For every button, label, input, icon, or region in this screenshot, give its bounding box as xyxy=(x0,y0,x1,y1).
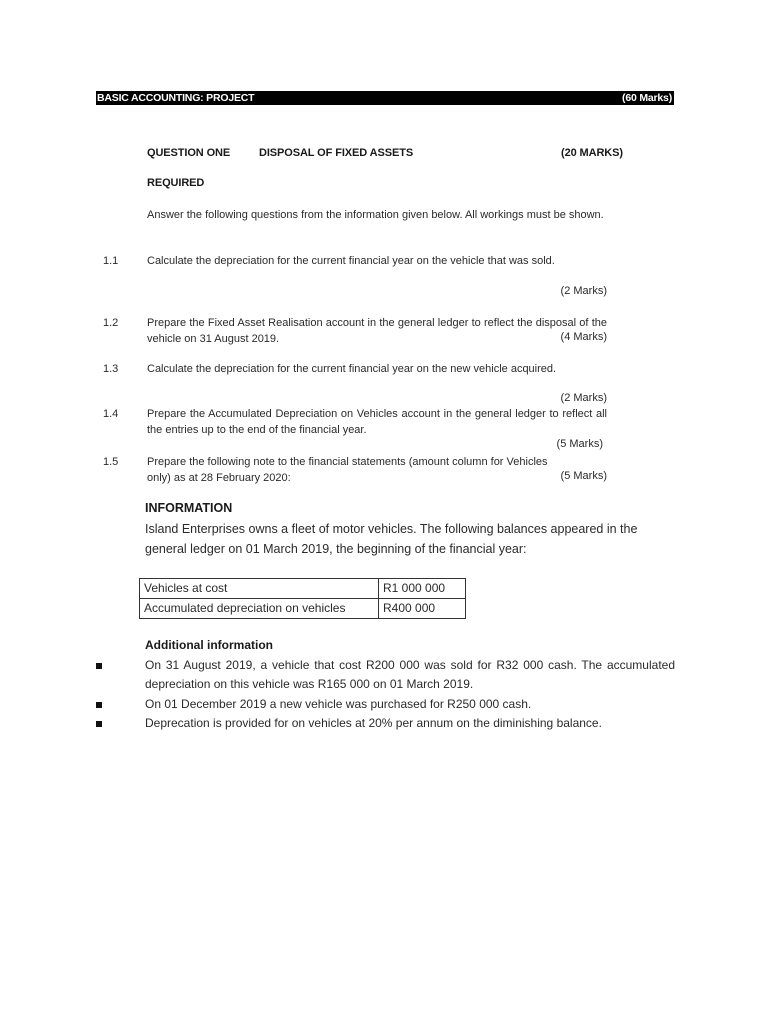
bullet-icon xyxy=(96,702,102,708)
balance-value: R400 000 xyxy=(379,599,466,619)
item-marks: (4 Marks) xyxy=(560,331,607,343)
item-number: 1.4 xyxy=(103,408,119,420)
required-heading: REQUIRED xyxy=(147,177,205,189)
item-text: Calculate the depreciation for the current financial year on the new vehicle acquired. xyxy=(147,363,557,375)
item-number: 1.2 xyxy=(103,317,119,329)
item-text: Calculate the depreciation for the current financial year on the vehicle that was sold. xyxy=(147,255,555,267)
item-marks: (2 Marks) xyxy=(560,392,607,404)
item-marks: (2 Marks) xyxy=(560,285,607,297)
item-marks: (5 Marks) xyxy=(556,438,603,450)
balance-value: R1 000 000 xyxy=(379,579,466,599)
item-text: Prepare the Fixed Asset Realisation account in the general ledger to reflect the disposal of the vehicle on 31 August 2019. xyxy=(147,317,607,345)
item-number: 1.1 xyxy=(103,255,119,267)
header-bar xyxy=(96,91,674,105)
information-text: Island Enterprises owns a fleet of motor vehicles. The following balances appeared in the general ledger on 01 March 2019, the beginning of the financial year: xyxy=(145,522,638,556)
bullet-icon xyxy=(96,663,102,669)
balance-label: Accumulated depreciation on vehicles xyxy=(140,599,379,619)
information-heading: INFORMATION xyxy=(145,501,233,515)
question-label: QUESTION ONE xyxy=(147,147,231,159)
question-marks: (20 MARKS) xyxy=(561,147,623,159)
bullet-icon xyxy=(96,721,102,727)
item-text: Prepare the Accumulated Depreciation on Vehicles account in the general ledger to reflect all the entries up to the end of the financial year. xyxy=(147,408,607,436)
additional-heading: Additional information xyxy=(145,638,273,652)
item-number: 1.3 xyxy=(103,363,119,375)
instructions: Answer the following questions from the information given below. All workings must be shown. xyxy=(147,209,604,221)
list-item: Deprecation is provided for on vehicles at 20% per annum on the diminishing balance. xyxy=(145,716,602,730)
question-topic: DISPOSAL OF FIXED ASSETS xyxy=(259,147,414,159)
balance-label: Vehicles at cost xyxy=(140,579,379,599)
item-marks: (5 Marks) xyxy=(560,470,607,482)
list-item: On 31 August 2019, a vehicle that cost R200 000 was sold for R32 000 cash. The accumulated depreciation on this vehicle was R165 000 on 01 March 2019. xyxy=(145,658,675,691)
table-row xyxy=(140,579,466,599)
balances-table xyxy=(139,578,466,619)
table-row xyxy=(140,599,466,619)
document-title: BASIC ACCOUNTING: PROJECT xyxy=(97,92,255,104)
total-marks: (60 Marks) xyxy=(622,92,672,104)
item-text: Prepare the following note to the financial statements (amount column for Vehicles only) as at 28 February 2020: xyxy=(147,456,548,484)
list-item: On 01 December 2019 a new vehicle was purchased for R250 000 cash. xyxy=(145,697,532,711)
item-number: 1.5 xyxy=(103,456,119,468)
